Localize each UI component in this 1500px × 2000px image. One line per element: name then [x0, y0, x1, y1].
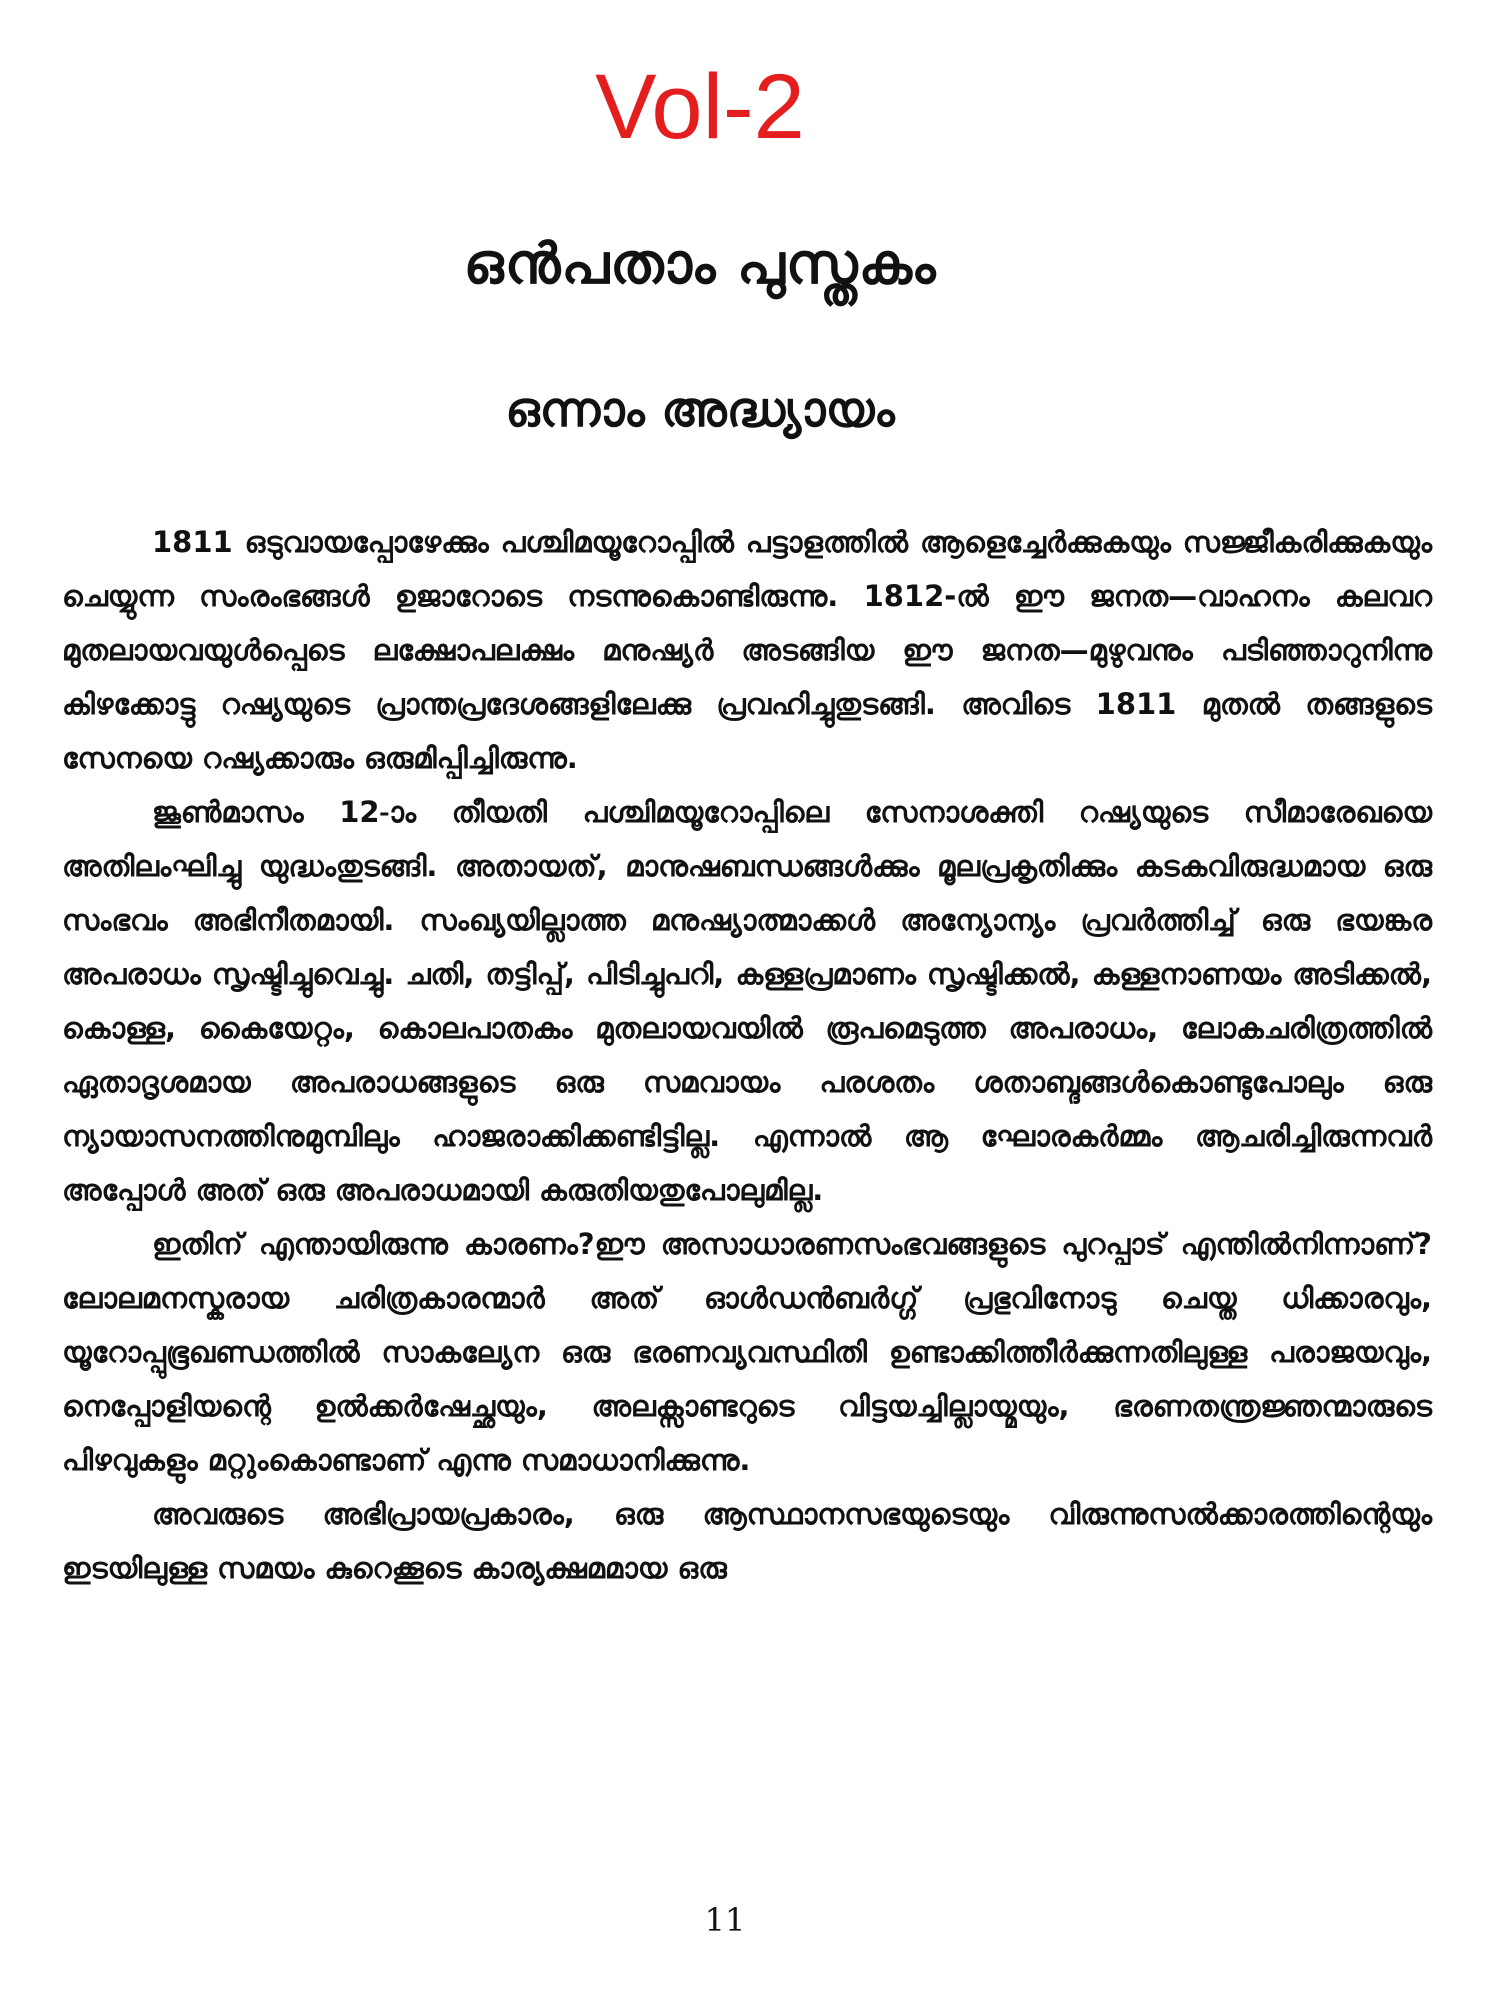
paragraph: ഇതിന് എന്തായിരുന്നു കാരണം?ഈ അസാധാരണസംഭവങ്ങളുടെ പുറപ്പാട് എന്തിൽനിന്നാണ്? ലോലമനസ്കരായ ചരിത്രകാരന്മാർ അത് ഓൾഡൻബർഗ്ഗ് പ്രഭുവിനോടു ചെയ്ത ധിക്കാരവും, യൂറോപ്പുഭൂഖണ്ഡത്തിൽ സാകല്യേന ഒരു ഭരണവ്യവസ്ഥിതി ഉണ്ടാക്കിത്തീർക്കുന്നതിലുള്ള പരാജയവും, നെപ്പോളിയന്റെ ഉൽക്കർഷേച്ഛയും, അലക്സാണ്ടറുടെ വിട്ടയച്ചില്ലായ്മയും, ഭരണതന്ത്രജ്ഞന്മാരുടെ പിഴവുകളും മറ്റുംകൊണ്ടാണ് എന്നു സമാധാനിക്കുന്നു.: [62, 1227, 1432, 1477]
paragraph: അവരുടെ അഭിപ്രായപ്രകാരം, ഒരു ആസ്ഥാനസഭയുടെയും വിരുന്നുസൽക്കാരത്തിന്റെയും ഇടയിലുള്ള സമയം കുറെക്കൂടെ കാര്യക്ഷമമായ ഒരു: [62, 1497, 1432, 1585]
book-title: ഒൻപതാം പുസ്തകം: [463, 232, 937, 297]
body-text: [62, 515, 1432, 1595]
volume-label: Vol-2: [595, 56, 805, 158]
paragraph: 1811 ഒടുവായപ്പോഴേക്കും പശ്ചിമയൂറോപ്പിൽ പട്ടാളത്തിൽ ആളെച്ചേർക്കുകയും സജ്ജീകരിക്കുകയും ചെയ്യുന്ന സംരംഭങ്ങൾ ഉജാറോടെ നടന്നുകൊണ്ടിരുന്നു. 1812-ൽ ഈ ജനത—വാഹനം കലവറ മുതലായവയുൾപ്പെടെ ലക്ഷോപലക്ഷം മനുഷ്യർ അടങ്ങിയ ഈ ജനത—മുഴുവനും പടിഞ്ഞാറുനിന്നു കിഴക്കോട്ടു റഷ്യയുടെ പ്രാന്തപ്രദേശങ്ങളിലേക്കു പ്രവഹിച്ചുതുടങ്ങി. അവിടെ 1811 മുതൽ തങ്ങളുടെ സേനയെ റഷ്യക്കാരും ഒരുമിപ്പിച്ചിരുന്നു.: [62, 525, 1432, 775]
page-number: 11: [704, 1901, 746, 1939]
chapter-title: ഒന്നാം അദ്ധ്യായം: [505, 382, 895, 438]
paragraph: ജൂൺമാസം 12-ാം തീയതി പശ്ചിമയൂറോപ്പിലെ സേനാശക്തി റഷ്യയുടെ സീമാരേഖയെ അതിലംഘിച്ചു യുദ്ധംതുടങ്ങി. അതായത്, മാനുഷബന്ധങ്ങൾക്കും മൂലപ്രകൃതിക്കും കടകവിരുദ്ധമായ ഒരു സംഭവം അഭിനീതമായി. സംഖ്യയില്ലാത്ത മനുഷ്യാത്മാക്കൾ അന്യോന്യം പ്രവർത്തിച്ച് ഒരു ഭയങ്കര അപരാധം സൃഷ്ടിച്ചുവെച്ചു. ചതി, തട്ടിപ്പ്, പിടിച്ചുപറി, കള്ളപ്രമാണം സൃഷ്ടിക്കൽ, കള്ളനാണയം അടിക്കൽ, കൊള്ള, കൈയേറ്റം, കൊലപാതകം മുതലായവയിൽ രൂപമെടുത്ത അപരാധം, ലോകചരിത്രത്തിൽ ഏതാദൃശമായ അപരാധങ്ങളുടെ ഒരു സമവായം പരശതം ശതാബ്ദങ്ങൾകൊണ്ടുപോലും ഒരു ന്യായാസനത്തിനുമുമ്പിലും ഹാജരാക്കിക്കണ്ടിട്ടില്ല. എന്നാൽ ആ ഘോരകർമ്മം ആചരിച്ചിരുന്നവർ അപ്പോൾ അത് ഒരു അപരാധമായി കരുതിയതുപോലുമില്ല.: [62, 795, 1432, 1207]
